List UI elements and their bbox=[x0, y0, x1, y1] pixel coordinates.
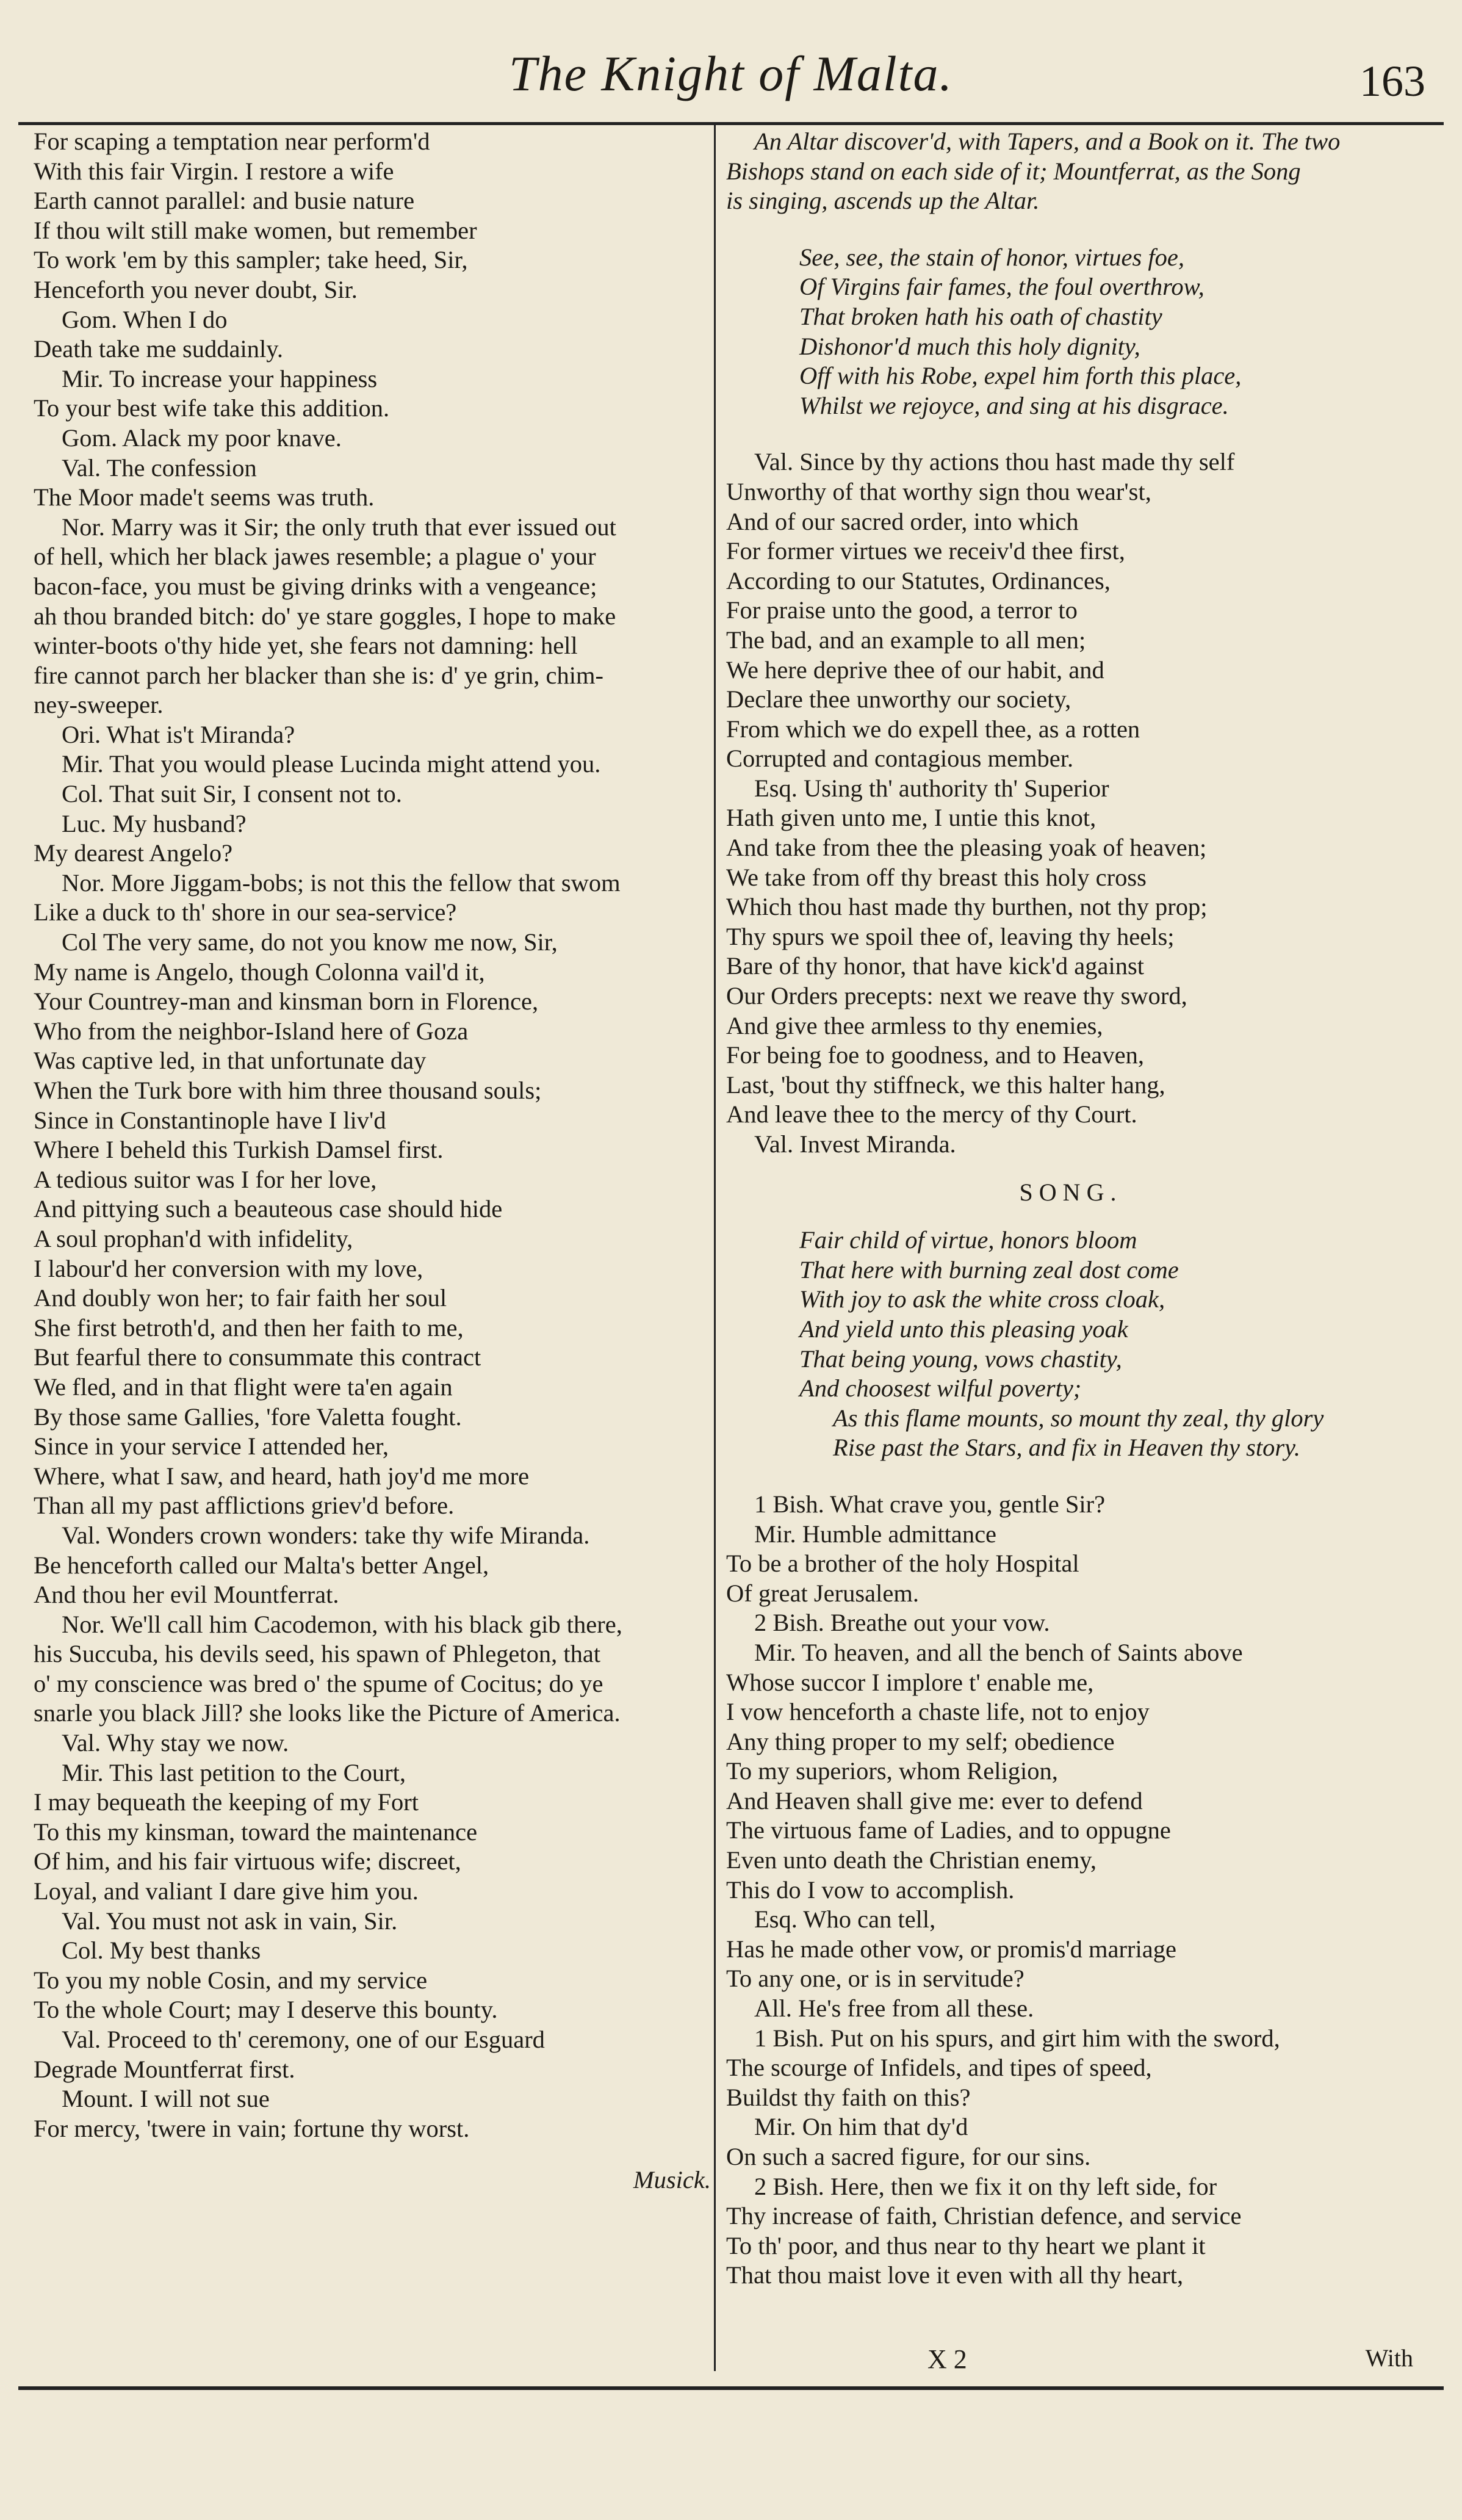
text-line: Val. Invest Miranda. bbox=[754, 1130, 956, 1158]
text-line: Mir. On him that dy'd bbox=[754, 2113, 968, 2141]
text-line: I may bequeath the keeping of my Fort bbox=[34, 1788, 419, 1816]
text-line: A soul prophan'd with infidelity, bbox=[34, 1224, 353, 1252]
text-line: Be henceforth called our Malta's better Angel, bbox=[34, 1551, 489, 1579]
text-line: Ori. What is't Miranda? bbox=[62, 720, 295, 748]
text-line: Bare of thy honor, that have kick'd against bbox=[726, 952, 1144, 980]
song-line: Dishonor'd much this holy dignity, bbox=[799, 332, 1140, 360]
text-line: Nor. Marry was it Sir; the only truth that ever issued out bbox=[62, 513, 616, 541]
text-line: Nor. More Jiggam-bobs; is not this the fellow that swom bbox=[62, 868, 621, 897]
text-line: When the Turk bore with him three thousand souls; bbox=[34, 1077, 542, 1104]
text-line: On such a sacred figure, for our sins. bbox=[726, 2143, 1091, 2170]
text-line: Gom. When I do bbox=[62, 305, 228, 333]
text-line: Declare thee unworthy our society, bbox=[726, 685, 1071, 713]
text-line: For scaping a temptation near perform'd bbox=[34, 128, 430, 155]
text-line: Mount. I will not sue bbox=[62, 2085, 270, 2113]
text-line: his Succuba, his devils seed, his spawn of Phlegeton, that bbox=[34, 1640, 601, 1668]
text-line: Has he made other vow, or promis'd marriage bbox=[726, 1935, 1176, 1963]
text-line: And thou her evil Mountferrat. bbox=[34, 1581, 339, 1609]
text-line: Hath given unto me, I untie this knot, bbox=[726, 804, 1096, 832]
spacer bbox=[726, 216, 1416, 243]
song-heading: SONG. bbox=[1019, 1178, 1123, 1206]
text-line: o' my conscience was bred o' the spume of Cocitus; do ye bbox=[34, 1669, 603, 1697]
column-divider bbox=[714, 125, 716, 2371]
text-line: 2 Bish. Breathe out your vow. bbox=[754, 1609, 1050, 1637]
text-line: winter-boots o'thy hide yet, she fears not damning: hell bbox=[34, 632, 578, 660]
text-line: To work 'em by this sampler; take heed, Sir, bbox=[34, 246, 468, 274]
text-line: Last, 'bout thy stiffneck, we this halter hang, bbox=[726, 1070, 1165, 1099]
text-line: The scourge of Infidels, and tipes of speed, bbox=[726, 2054, 1152, 2082]
song-line: With joy to ask the white cross cloak, bbox=[799, 1285, 1165, 1313]
text-line: For former virtues we receiv'd thee first, bbox=[726, 537, 1125, 565]
text-line: And of our sacred order, into which bbox=[726, 507, 1079, 535]
text-line: Thy increase of faith, Christian defence, and service bbox=[726, 2202, 1242, 2230]
text-line: To your best wife take this addition. bbox=[34, 394, 390, 422]
text-line: To be a brother of the holy Hospital bbox=[726, 1550, 1079, 1578]
page-number: 163 bbox=[1359, 57, 1425, 106]
text-line: Val. You must not ask in vain, Sir. bbox=[62, 1907, 398, 1935]
text-line: Of great Jerusalem. bbox=[726, 1579, 919, 1607]
stage-direction-line: An Altar discover'd, with Tapers, and a Book on it. The two bbox=[754, 128, 1341, 155]
text-line: And give thee armless to thy enemies, bbox=[726, 1011, 1103, 1039]
text-line: I vow henceforth a chaste life, not to enjoy bbox=[726, 1698, 1150, 1726]
text-line: Any thing proper to my self; obedience bbox=[726, 1727, 1115, 1755]
text-line: ah thou branded bitch: do' ye stare goggles, I hope to make bbox=[34, 602, 616, 630]
text-line: fire cannot parch her blacker than she is: d' ye grin, chim- bbox=[34, 661, 603, 689]
text-line: Val. Wonders crown wonders: take thy wife Miranda. bbox=[62, 1521, 590, 1549]
text-line: 2 Bish. Here, then we fix it on thy left side, for bbox=[754, 2172, 1217, 2200]
text-line: And Heaven shall give me: ever to defend bbox=[726, 1786, 1143, 1814]
text-line: Val. Why stay we now. bbox=[62, 1729, 289, 1757]
text-line: Mir. To increase your happiness bbox=[62, 364, 378, 392]
text-line: Corrupted and contagious member. bbox=[726, 745, 1074, 773]
text-line: Nor. We'll call him Cacodemon, with his black gib there, bbox=[62, 1610, 622, 1638]
text-line: Col The very same, do not you know me now, Sir, bbox=[62, 928, 558, 956]
text-line: And pittying such a beauteous case should hide bbox=[34, 1195, 503, 1223]
text-line: And doubly won her; to fair faith her soul bbox=[34, 1284, 447, 1312]
text-line: Unworthy of that worthy sign thou wear'st, bbox=[726, 477, 1151, 505]
text-line: 1 Bish. Put on his spurs, and girt him with the sword, bbox=[754, 2024, 1280, 2052]
text-line: My dearest Angelo? bbox=[34, 839, 233, 867]
catchword-left: Musick. bbox=[633, 2166, 711, 2194]
text-line: of hell, which her black jawes resemble; a plague o' your bbox=[34, 543, 596, 571]
text-line: A tedious suitor was I for her love, bbox=[34, 1165, 377, 1193]
text-line: For mercy, 'twere in vain; fortune thy worst. bbox=[34, 2114, 470, 2142]
text-line: Even unto death the Christian enemy, bbox=[726, 1846, 1096, 1874]
song-line: See, see, the stain of honor, virtues foe, bbox=[799, 243, 1185, 271]
text-line: 1 Bish. What crave you, gentle Sir? bbox=[754, 1490, 1106, 1518]
text-line: We here deprive thee of our habit, and bbox=[726, 655, 1104, 684]
text-line: From which we do expell thee, as a rotten bbox=[726, 715, 1140, 743]
text-line: Val. Since by thy actions thou hast made thy self bbox=[754, 448, 1235, 476]
text-line: snarle you black Jill? she looks like the Picture of America. bbox=[34, 1699, 621, 1727]
stage-direction-line: is singing, ascends up the Altar. bbox=[726, 187, 1040, 215]
text-line: But fearful there to consummate this contract bbox=[34, 1343, 481, 1371]
text-line: Val. Proceed to th' ceremony, one of our Esguard bbox=[62, 2026, 545, 2053]
text-line: Of him, and his fair virtuous wife; discreet, bbox=[34, 1847, 461, 1876]
text-line: Who from the neighbor-Island here of Goza bbox=[34, 1017, 469, 1045]
song-line: As this flame mounts, so mount thy zeal, thy glory bbox=[833, 1404, 1324, 1432]
text-line: Mir. To heaven, and all the bench of Saints above bbox=[754, 1638, 1243, 1666]
text-line: Mir. This last petition to the Court, bbox=[62, 1758, 406, 1786]
text-line: With this fair Virgin. I restore a wife bbox=[34, 157, 394, 185]
text-line: That thou maist love it even with all thy heart, bbox=[726, 2261, 1184, 2289]
text-line: And take from thee the pleasing yoak of heaven; bbox=[726, 834, 1207, 862]
text-line: My name is Angelo, though Colonna vail'd it, bbox=[34, 958, 485, 986]
text-line: Thy spurs we spoil thee of, leaving thy heels; bbox=[726, 922, 1175, 950]
text-line: bacon-face, you must be giving drinks with a vengeance; bbox=[34, 572, 597, 600]
signature-mark: X 2 bbox=[927, 2344, 967, 2374]
text-line: By those same Gallies, 'fore Valetta fought. bbox=[34, 1403, 462, 1431]
text-line: We take from off thy breast this holy cross bbox=[726, 863, 1147, 891]
text-line: Gom. Alack my poor knave. bbox=[62, 424, 342, 452]
text-line: All. He's free from all these. bbox=[754, 1995, 1034, 2023]
text-line: Esq. Using th' authority th' Superior bbox=[754, 774, 1109, 802]
song-line: And yield unto this pleasing yoak bbox=[799, 1315, 1128, 1343]
song-line: That being young, vows chastity, bbox=[799, 1345, 1122, 1373]
text-line: Like a duck to th' shore in our sea-service? bbox=[34, 898, 457, 926]
text-line: Where I beheld this Turkish Damsel first. bbox=[34, 1136, 444, 1164]
right-column bbox=[726, 127, 1416, 2291]
text-line: ney-sweeper. bbox=[34, 691, 164, 719]
text-line: The virtuous fame of Ladies, and to oppugne bbox=[726, 1816, 1171, 1844]
catchword-right: With bbox=[1365, 2344, 1413, 2372]
spacer bbox=[726, 421, 1416, 447]
text-line: To any one, or is in servitude? bbox=[726, 1965, 1024, 1993]
spacer bbox=[726, 1463, 1416, 1490]
text-line: To th' poor, and thus near to thy heart we plant it bbox=[726, 2231, 1206, 2259]
text-line: If thou wilt still make women, but remember bbox=[34, 216, 477, 244]
text-line: This do I vow to accomplish. bbox=[726, 1876, 1015, 1904]
page-title: The Knight of Malta. bbox=[509, 46, 953, 101]
text-line: Loyal, and valiant I dare give him you. bbox=[34, 1877, 419, 1905]
text-line: Than all my past afflictions griev'd before. bbox=[34, 1492, 455, 1520]
text-line: To this my kinsman, toward the maintenance bbox=[34, 1818, 478, 1846]
text-line: She first betroth'd, and then her faith to me, bbox=[34, 1313, 464, 1341]
text-line: Earth cannot parallel: and busie nature bbox=[34, 187, 415, 215]
text-line: According to our Statutes, Ordinances, bbox=[726, 566, 1111, 594]
bottom-rule bbox=[18, 2386, 1444, 2390]
text-line: Val. The confession bbox=[62, 453, 257, 482]
song-line: And choosest wilful poverty; bbox=[799, 1374, 1082, 1403]
text-line: Mir. Humble admittance bbox=[754, 1520, 997, 1548]
text-line: Death take me suddainly. bbox=[34, 335, 283, 363]
text-line: Col. My best thanks bbox=[62, 1937, 261, 1965]
text-line: Henceforth you never doubt, Sir. bbox=[34, 275, 358, 303]
text-line: The Moor made't seems was truth. bbox=[34, 483, 375, 511]
text-line: Since in your service I attended her, bbox=[34, 1432, 389, 1460]
text-line: And leave thee to the mercy of thy Court. bbox=[726, 1100, 1137, 1128]
text-line: Esq. Who can tell, bbox=[754, 1905, 936, 1933]
song-line: Of Virgins fair fames, the foul overthrow, bbox=[799, 273, 1205, 301]
text-line: Since in Constantinople have I liv'd bbox=[34, 1106, 386, 1134]
text-line: Col. That suit Sir, I consent not to. bbox=[62, 780, 402, 808]
text-line: To the whole Court; may I deserve this bounty. bbox=[34, 1996, 498, 2024]
song-line: That here with burning zeal dost come bbox=[799, 1255, 1179, 1283]
text-line: Our Orders precepts: next we reave thy sword, bbox=[726, 982, 1187, 1010]
text-line: Which thou hast made thy burthen, not thy prop; bbox=[726, 893, 1208, 921]
song-line: Fair child of virtue, honors bloom bbox=[799, 1226, 1137, 1254]
text-line: For being foe to goodness, and to Heaven, bbox=[726, 1041, 1144, 1069]
song-line: That broken hath his oath of chastity bbox=[799, 302, 1162, 330]
text-line: Mir. That you would please Lucinda might attend you. bbox=[62, 750, 601, 778]
text-line: The bad, and an example to all men; bbox=[726, 626, 1086, 654]
text-line: Degrade Mountferrat first. bbox=[34, 2055, 295, 2083]
running-header bbox=[18, 43, 1444, 125]
text-line: I labour'd her conversion with my love, bbox=[34, 1254, 423, 1282]
text-line: We fled, and in that flight were ta'en again bbox=[34, 1373, 453, 1401]
stage-direction-line: Bishops stand on each side of it; Mountferrat, as the Song bbox=[726, 157, 1301, 185]
text-line: Your Countrey-man and kinsman born in Florence, bbox=[34, 987, 539, 1016]
left-column bbox=[34, 127, 711, 2195]
text-line: To my superiors, whom Religion, bbox=[726, 1757, 1058, 1785]
song-line: Off with his Robe, expel him forth this place, bbox=[799, 362, 1242, 390]
text-line: Where, what I saw, and heard, hath joy'd me more bbox=[34, 1462, 530, 1490]
text-line: Luc. My husband? bbox=[62, 809, 247, 837]
text-line: For praise unto the good, a terror to bbox=[726, 596, 1078, 624]
text-line: Buildst thy faith on this? bbox=[726, 2083, 971, 2111]
song-line: Whilst we rejoyce, and sing at his disgrace. bbox=[799, 391, 1229, 419]
song-line: Rise past the Stars, and fix in Heaven thy story. bbox=[833, 1434, 1301, 1462]
text-line: Whose succor I implore t' enable me, bbox=[726, 1668, 1094, 1696]
text-line: To you my noble Cosin, and my service bbox=[34, 1966, 428, 1994]
text-line: Was captive led, in that unfortunate day bbox=[34, 1047, 427, 1075]
